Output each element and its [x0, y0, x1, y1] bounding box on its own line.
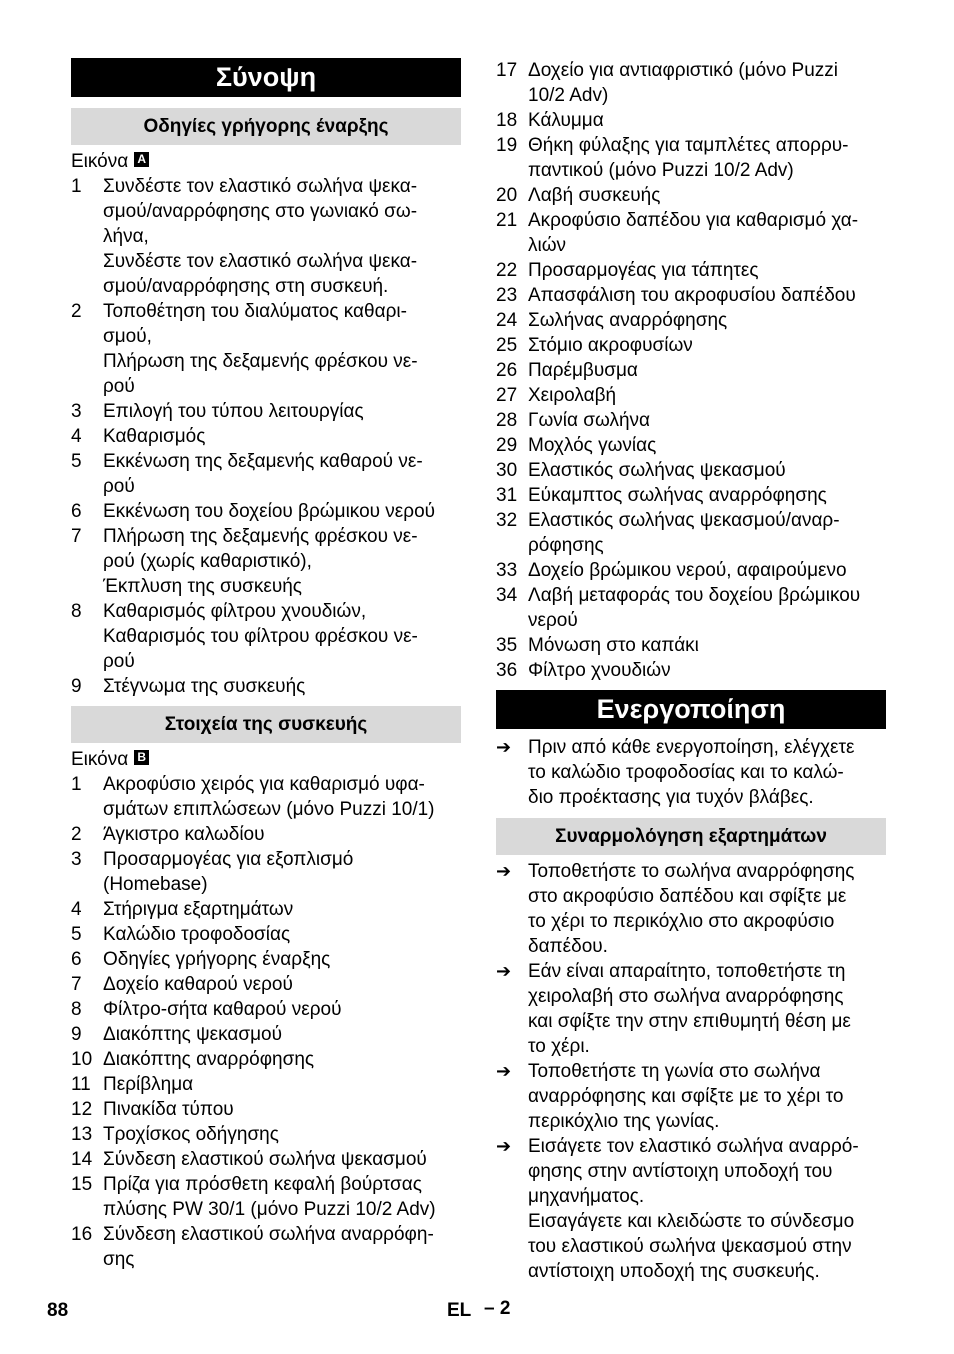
item-text: [103, 972, 461, 997]
text-line: Στέγνωμα της συσκευής: [103, 676, 306, 697]
list-item: [496, 433, 886, 458]
text-line: Κάλυμμα: [528, 110, 604, 131]
item-number: 27: [496, 385, 518, 406]
item-number: 34: [496, 585, 518, 606]
text-line: δαπέδου.: [528, 936, 608, 957]
item-text: [103, 847, 461, 897]
item-number: 26: [496, 360, 518, 381]
text-line: του ελαστικού σωλήνα ψεκασμού στην: [528, 1236, 852, 1257]
item-number: 28: [496, 410, 518, 431]
item-number: 20: [496, 185, 518, 206]
item-text: [528, 183, 886, 208]
item-number: 9: [71, 1024, 82, 1045]
text-line: ρού (χωρίς καθαριστικό),: [103, 551, 312, 572]
item-number: 12: [71, 1099, 93, 1120]
item-text: [103, 399, 461, 424]
text-line: Φίλτρο-σήτα καθαρού νερού: [103, 999, 342, 1020]
text-line: αναρρόφησης και σφίξτε με το χέρι το: [528, 1086, 844, 1107]
text-line: ρόφησης: [528, 535, 604, 556]
text-line: Δοχείο καθαρού νερού: [103, 974, 293, 995]
arrow-icon: ➔: [496, 861, 512, 881]
text-line: (Homebase): [103, 874, 208, 895]
text-line: Πλήρωση της δεξαμενής φρέσκου νε-: [103, 526, 418, 547]
item-text: [528, 283, 886, 308]
list-item: [71, 674, 461, 699]
item-text: [103, 1122, 461, 1147]
item-number: 25: [496, 335, 518, 356]
text-line: το χέρι.: [528, 1036, 590, 1057]
item-text: [103, 997, 461, 1022]
arrow-icon: ➔: [496, 1136, 512, 1156]
item-number: 29: [496, 435, 518, 456]
item-number: 2: [71, 824, 82, 845]
list-item: [496, 183, 886, 208]
list-item: [71, 972, 461, 997]
text-line: και σφίξτε την στην επιθυμητή θέση με: [528, 1011, 851, 1032]
item-text: [103, 947, 461, 972]
item-text: [103, 1022, 461, 1047]
item-text: [528, 483, 886, 508]
item-number: 15: [71, 1174, 93, 1195]
item-number: 10: [71, 1049, 93, 1070]
right-column: [496, 58, 886, 1284]
text-line: Απασφάλιση του ακροφυσίου δαπέδου: [528, 285, 856, 306]
text-line: Καλώδιο τροφοδοσίας: [103, 924, 291, 945]
list-item: [71, 947, 461, 972]
text-line: Πλήρωση της δεξαμενής φρέσκου νε-: [103, 351, 418, 372]
item-text: [103, 499, 461, 524]
list-item: [71, 1022, 461, 1047]
text-line: Μόνωση στο καπάκι: [528, 635, 699, 656]
text-line: Εισαγάγετε και κλειδώστε το σύνδεσμο: [528, 1211, 855, 1232]
item-number: 24: [496, 310, 518, 331]
instruction-text: [528, 1134, 886, 1284]
text-line: Εκκένωση της δεξαμενής καθαρού νε-: [103, 451, 423, 472]
item-number: 13: [71, 1124, 93, 1145]
item-text: [528, 583, 886, 633]
text-line: Στήριγμα εξαρτημάτων: [103, 899, 294, 920]
instruction-item: [496, 1059, 886, 1134]
language-code: EL: [447, 1300, 472, 1321]
text-line: αντίστοιχη υποδοχή της συσκευής.: [528, 1261, 820, 1282]
arrow-icon: ➔: [496, 961, 512, 981]
text-line: Προσαρμογέας για εξοπλισμό: [103, 849, 354, 870]
figure-reference-a: [71, 149, 461, 174]
list-item: [71, 772, 461, 822]
item-text: [528, 333, 886, 358]
instruction-item: [496, 859, 886, 959]
item-number: 31: [496, 485, 518, 506]
item-text: [528, 58, 886, 108]
text-line: Τροχίσκος οδήγησης: [103, 1124, 279, 1145]
text-line: Τοποθετήστε το σωλήνα αναρρόφησης: [528, 861, 855, 882]
instruction-text: [528, 1059, 886, 1134]
section-title-overview: Σύνοψη: [71, 58, 461, 97]
text-line: Μοχλός γωνίας: [528, 435, 657, 456]
list-item: [71, 822, 461, 847]
list-item: [71, 299, 461, 399]
text-line: Οδηγίες γρήγορης έναρξης: [103, 949, 331, 970]
item-text: [103, 524, 461, 599]
text-line: Δοχείο για αντιαφριστικό (μόνο Puzzi: [528, 60, 839, 81]
item-text: [103, 599, 461, 674]
item-text: [103, 1097, 461, 1122]
instruction-text: [528, 859, 886, 959]
item-number: 17: [496, 60, 518, 81]
item-text: [528, 558, 886, 583]
item-number: 6: [71, 949, 82, 970]
text-line: ρού: [103, 651, 135, 672]
subsection-title-quick-start: Οδηγίες γρήγορης έναρξης: [71, 108, 461, 145]
assembly-instructions-list: [496, 859, 886, 1284]
text-line: Ακροφύσιο δαπέδου για καθαρισμό χα-: [528, 210, 859, 231]
text-line: Επιλογή του τύπου λειτουργίας: [103, 401, 364, 422]
text-line: ρού: [103, 476, 135, 497]
list-item: [496, 358, 886, 383]
list-item: [496, 383, 886, 408]
figure-badge-b: B: [134, 750, 149, 765]
item-text: [103, 922, 461, 947]
item-number: 1: [71, 774, 82, 795]
text-line: Θήκη φύλαξης για ταμπλέτες απορρυ-: [528, 135, 849, 156]
list-item: [496, 283, 886, 308]
item-text: [528, 658, 886, 683]
figure-reference-b: [71, 747, 461, 772]
text-line: Σύνδεση ελαστικού σωλήνα αναρρόφη-: [103, 1224, 434, 1245]
list-item: [496, 58, 886, 108]
item-text: [528, 508, 886, 558]
list-item: [71, 424, 461, 449]
text-line: Εάν είναι απαραίτητο, τοποθετήστε τη: [528, 961, 846, 982]
instruction-item: [496, 959, 886, 1059]
list-item: [71, 174, 461, 299]
item-number: 4: [71, 899, 82, 920]
subsection-title-device-parts: Στοιχεία της συσκευής: [71, 706, 461, 743]
text-line: Πινακίδα τύπου: [103, 1099, 234, 1120]
text-line: Εύκαμπτος σωλήνας αναρρόφησης: [528, 485, 827, 506]
list-item: [71, 1072, 461, 1097]
list-item: [496, 558, 886, 583]
list-item: [496, 258, 886, 283]
text-line: φησης στην αντίστοιχη υποδοχή του: [528, 1161, 833, 1182]
list-item: [71, 847, 461, 897]
text-line: Φίλτρο χνουδιών: [528, 660, 671, 681]
item-number: 3: [71, 401, 82, 422]
list-item: [71, 449, 461, 499]
activation-instruction: [496, 735, 886, 810]
text-line: Πρίζα για πρόσθετη κεφαλή βούρτσας: [103, 1174, 422, 1195]
text-line: Εισάγετε τον ελαστικό σωλήνα αναρρό-: [528, 1136, 859, 1157]
text-line: Λαβή συσκευής: [528, 185, 661, 206]
text-line: Λαβή μεταφοράς του δοχείου βρώμικου: [528, 585, 861, 606]
item-number: 4: [71, 426, 82, 447]
device-parts-list: [71, 772, 461, 1272]
text-line: Περίβλημα: [103, 1074, 194, 1095]
item-text: [528, 408, 886, 433]
text-line: πλύσης PW 30/1 (μόνο Puzzi 10/2 Adv): [103, 1199, 436, 1220]
text-line: Έκπλυση της συσκευής: [103, 576, 302, 597]
list-item: [496, 308, 886, 333]
text-line: σμού/αναρρόφησης στο γωνιακό σω-: [103, 201, 418, 222]
figure-label: Εικόνα: [71, 749, 129, 770]
text-line: παντικού (μόνο Puzzi 10/2 Adv): [528, 160, 794, 181]
list-item: [71, 599, 461, 674]
list-item: [496, 483, 886, 508]
item-number: 18: [496, 110, 518, 131]
text-line: Σωλήνας αναρρόφησης: [528, 310, 728, 331]
item-number: 5: [71, 451, 82, 472]
item-number: 1: [71, 176, 82, 197]
list-item: [496, 658, 886, 683]
text-line: μηχανήματος.: [528, 1186, 645, 1207]
text-line: Ακροφύσιο χειρός για καθαρισμό υφα-: [103, 774, 425, 795]
text-line: Σύνδεση ελαστικού σωλήνα ψεκασμού: [103, 1149, 427, 1170]
section-title-activation: Ενεργοποίηση: [496, 690, 886, 729]
arrow-icon: ➔: [496, 1061, 512, 1081]
item-text: [528, 108, 886, 133]
item-number: 8: [71, 999, 82, 1020]
item-text: [103, 424, 461, 449]
list-item: [496, 208, 886, 258]
text-line: χειρολαβή στο σωλήνα αναρρόφησης: [528, 986, 844, 1007]
quick-start-list: [71, 174, 461, 699]
item-text: [528, 458, 886, 483]
instruction-text: [528, 959, 886, 1059]
text-line: Διακόπτης αναρρόφησης: [103, 1049, 315, 1070]
item-text: [103, 897, 461, 922]
item-number: 30: [496, 460, 518, 481]
list-item: [496, 108, 886, 133]
text-line: Πριν από κάθε ενεργοποίηση, ελέγχετε: [528, 737, 855, 758]
list-item: [496, 508, 886, 558]
item-number: 23: [496, 285, 518, 306]
text-line: ρού: [103, 376, 135, 397]
list-item: [71, 399, 461, 424]
list-item: [71, 524, 461, 599]
item-text: [528, 308, 886, 333]
text-line: Ελαστικός σωλήνας ψεκασμού: [528, 460, 786, 481]
list-item: [71, 1097, 461, 1122]
text-line: Καθαρισμός: [103, 426, 206, 447]
text-line: στο ακροφύσιο δαπέδου και σφίξτε με: [528, 886, 847, 907]
text-line: λήνα,: [103, 226, 149, 247]
item-text: [528, 258, 886, 283]
text-line: διο προέκτασης για τυχόν βλάβες.: [528, 787, 814, 808]
item-text: [528, 208, 886, 258]
item-text: [528, 633, 886, 658]
list-item: [71, 1222, 461, 1272]
item-text: [103, 1147, 461, 1172]
list-item: [496, 458, 886, 483]
item-number: 8: [71, 601, 82, 622]
text-line: νερού: [528, 610, 578, 631]
item-text: [103, 174, 461, 299]
item-text: [528, 358, 886, 383]
text-line: σμού,: [103, 326, 152, 347]
item-number: 36: [496, 660, 518, 681]
item-number: 6: [71, 501, 82, 522]
item-text: [103, 449, 461, 499]
list-item: [71, 1147, 461, 1172]
text-line: Γωνία σωλήνα: [528, 410, 651, 431]
item-text: [103, 1072, 461, 1097]
item-number: 11: [71, 1074, 91, 1095]
text-line: Ελαστικός σωλήνας ψεκασμού/αναρ-: [528, 510, 840, 531]
list-item: [496, 633, 886, 658]
text-line: σης: [103, 1249, 135, 1270]
list-item: [71, 897, 461, 922]
item-number: 7: [71, 974, 82, 995]
item-number: 9: [71, 676, 82, 697]
item-number: 16: [71, 1224, 93, 1245]
text-line: Καθαρισμός του φίλτρου φρέσκου νε-: [103, 626, 418, 647]
item-text: [528, 383, 886, 408]
item-number: 33: [496, 560, 518, 581]
list-item: [71, 1122, 461, 1147]
text-line: Εκκένωση του δοχείου βρώμικου νερού: [103, 501, 436, 522]
list-item: [71, 499, 461, 524]
item-text: [103, 822, 461, 847]
item-text: [103, 1172, 461, 1222]
item-text: [103, 674, 461, 699]
text-line: Χειρολαβή: [528, 385, 617, 406]
sub-page-number: – 2: [484, 1298, 511, 1319]
instruction-item: [496, 1134, 886, 1284]
list-item: [496, 408, 886, 433]
list-item: [496, 583, 886, 633]
text-line: Παρέμβυσμα: [528, 360, 638, 381]
page-number: 88: [47, 1300, 69, 1321]
list-item: [71, 997, 461, 1022]
text-line: Διακόπτης ψεκασμού: [103, 1024, 282, 1045]
item-text: [528, 433, 886, 458]
text-line: λιών: [528, 235, 567, 256]
text-line: Συνδέστε τον ελαστικό σωλήνα ψεκα-: [103, 176, 418, 197]
list-item: [496, 333, 886, 358]
item-number: 21: [496, 210, 518, 231]
item-number: 2: [71, 301, 82, 322]
item-number: 32: [496, 510, 518, 531]
item-number: 35: [496, 635, 518, 656]
list-item: [71, 1172, 461, 1222]
text-line: περικόχλιο της γωνίας.: [528, 1111, 720, 1132]
text-line: 10/2 Adv): [528, 85, 609, 106]
item-text: [103, 1047, 461, 1072]
item-text: [103, 1222, 461, 1272]
text-line: Στόμιο ακροφυσίων: [528, 335, 693, 356]
text-line: Δοχείο βρώμικου νερού, αφαιρούμενο: [528, 560, 847, 581]
figure-label: Εικόνα: [71, 151, 129, 172]
arrow-icon: ➔: [496, 737, 512, 757]
item-text: [103, 299, 461, 399]
list-item: [71, 1047, 461, 1072]
item-number: 22: [496, 260, 518, 281]
left-column: [71, 58, 461, 1272]
text-line: σμού/αναρρόφησης στη συσκευή.: [103, 276, 389, 297]
subsection-title-accessory-assembly: Συναρμολόγηση εξαρτημάτων: [496, 818, 886, 855]
item-text: [103, 772, 461, 822]
list-item: [71, 922, 461, 947]
item-text: [528, 133, 886, 183]
text-line: Συνδέστε τον ελαστικό σωλήνα ψεκα-: [103, 251, 418, 272]
text-line: Προσαρμογέας για τάπητες: [528, 260, 759, 281]
text-line: Καθαρισμός φίλτρου χνουδιών,: [103, 601, 367, 622]
list-item: [496, 133, 886, 183]
item-number: 3: [71, 849, 82, 870]
instruction-text: [528, 735, 886, 810]
text-line: το καλώδιο τροφοδοσίας και το καλώ-: [528, 762, 844, 783]
text-line: σμάτων επιπλώσεων (μόνο Puzzi 10/1): [103, 799, 435, 820]
item-number: 19: [496, 135, 518, 156]
text-line: Τοποθέτηση του διαλύματος καθαρι-: [103, 301, 407, 322]
item-number: 7: [71, 526, 82, 547]
figure-badge-a: A: [134, 152, 149, 167]
text-line: το χέρι το περικόχλιο στο ακροφύσιο: [528, 911, 835, 932]
text-line: Τοποθετήστε τη γωνία στο σωλήνα: [528, 1061, 821, 1082]
item-number: 5: [71, 924, 82, 945]
item-number: 14: [71, 1149, 93, 1170]
text-line: Άγκιστρο καλωδίου: [103, 824, 265, 845]
device-parts-list-continued: [496, 58, 886, 683]
